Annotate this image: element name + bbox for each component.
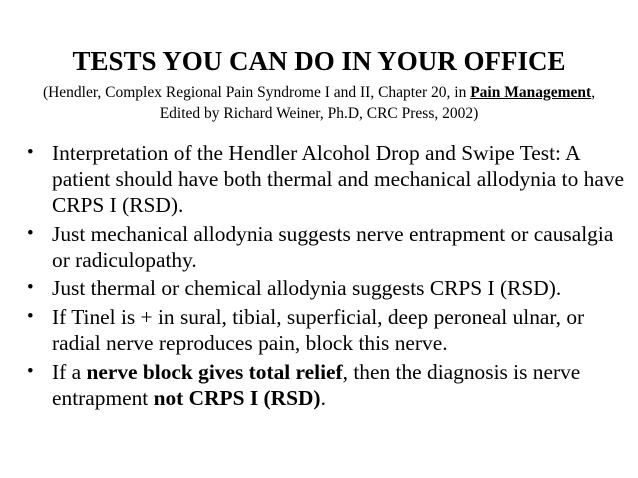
- bullet-list: [26, 140, 626, 413]
- slide-title: TESTS YOU CAN DO IN YOUR OFFICE: [72, 46, 566, 76]
- bullet-item-2: [26, 221, 626, 273]
- citation: [40, 82, 598, 124]
- bullet-text: Interpretation of the Hendler Alcohol Drop and Swipe Test: A patient should have both thermal and mechanical allodynia to have CRPS I (RSD).: [52, 141, 625, 217]
- bullet-item-4: [26, 304, 626, 356]
- bullet-text: Just mechanical allodynia suggests nerve entrapment or causalgia or radiculopathy.: [52, 221, 614, 272]
- citation-text-before: (Hendler, Complex Regional Pain Syndrome I and II, Chapter 20, in: [42, 84, 471, 101]
- bullet-item-1: [26, 140, 626, 218]
- citation-book-title: Pain Management: [470, 84, 592, 101]
- bullet-item-5: [26, 359, 626, 411]
- bullet-icon: •: [27, 222, 34, 244]
- bullet-text-part: If a: [52, 359, 87, 384]
- bullet-text: If Tinel is + in sural, tibial, superficial, deep peroneal ulnar, or radial nerve reproduces pain, block this nerve.: [52, 305, 585, 356]
- bullet-text-part: , then the diagnosis is nerve entrapment: [52, 359, 581, 410]
- bullet-emphasis: nerve block gives total relief: [86, 359, 343, 384]
- bullet-text: Just thermal or chemical allodynia suggests CRPS I (RSD).: [52, 276, 562, 301]
- bullet-icon: •: [27, 277, 34, 299]
- bullet-item-3: [26, 275, 626, 301]
- citation-text-after: , Edited by Richard Weiner, Ph.D, CRC Press, 2002): [159, 84, 596, 122]
- bullet-icon: •: [27, 360, 34, 382]
- bullet-text-part: .: [320, 385, 326, 410]
- bullet-icon: •: [27, 306, 34, 328]
- bullet-icon: •: [27, 142, 34, 163]
- bullet-emphasis: not CRPS I (RSD): [153, 385, 321, 410]
